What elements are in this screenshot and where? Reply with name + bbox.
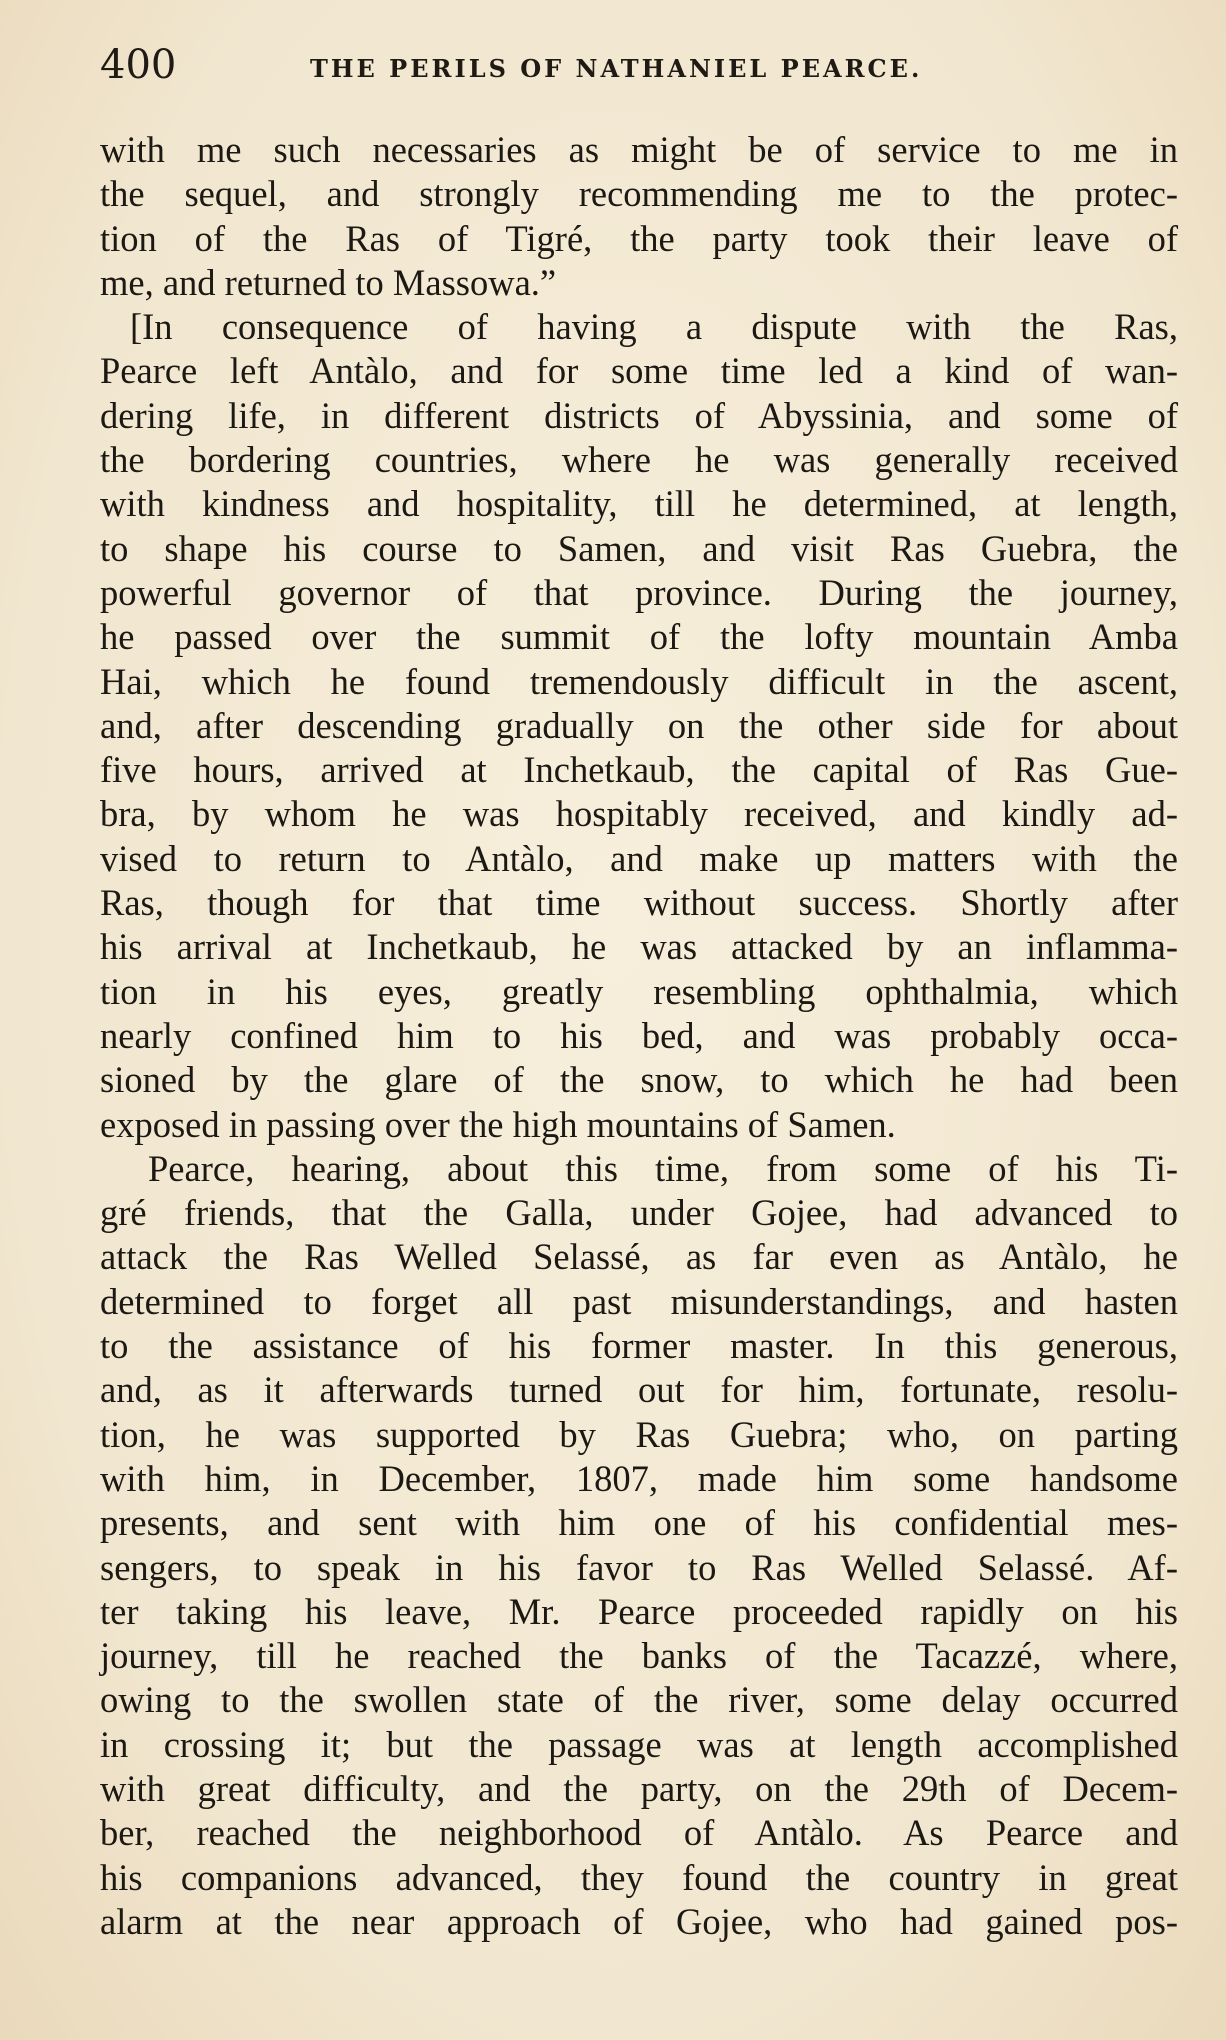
text-line: with great difficulty, and the party, on the 29th of Decem- — [100, 1767, 1178, 1809]
text-line: tion of the Ras of Tigré, the party took their leave of — [100, 217, 1178, 259]
text-line: Pearce, hearing, about this time, from some of his Ti- — [148, 1147, 1178, 1189]
text-line: journey, till he reached the banks of the Tacazzé, where, — [100, 1635, 1178, 1677]
page-number: 400 — [100, 42, 177, 88]
text-line: sioned by the glare of the snow, to which he had been — [100, 1059, 1178, 1101]
text-line: his companions advanced, they found the country in great — [100, 1856, 1178, 1898]
running-head: THE PERILS OF NATHANIEL PEARCE. — [310, 54, 923, 83]
text-line: the bordering countries, where he was generally received — [100, 439, 1178, 481]
text-line: with me such necessaries as might be of service to me in — [100, 129, 1178, 170]
text-line: gré friends, that the Galla, under Gojee, had advanced to — [100, 1192, 1178, 1234]
text-line: nearly confined him to his bed, and was probably occa- — [100, 1014, 1178, 1056]
text-line: alarm at the near approach of Gojee, who had gained pos- — [100, 1900, 1178, 1942]
text-line: he passed over the summit of the lofty mountain Amba — [100, 616, 1178, 658]
text-line: determined to forget all past misunderstandings, and hasten — [100, 1280, 1178, 1322]
text-line: owing to the swollen state of the river, some delay occurred — [100, 1679, 1178, 1721]
text-line: presents, and sent with him one of his confidential mes- — [100, 1502, 1178, 1544]
text-line: sengers, to speak in his favor to Ras Welled Selassé. Af- — [100, 1546, 1178, 1588]
text-line: with him, in December, 1807, made him some handsome — [100, 1457, 1178, 1499]
text-line: exposed in passing over the high mountains of Samen. — [100, 1103, 896, 1145]
text-line: tion, he was supported by Ras Guebra; who, on parting — [100, 1413, 1178, 1455]
text-line: the sequel, and strongly recommending me to the protec- — [100, 173, 1178, 215]
text-line: in crossing it; but the passage was at length accomplished — [100, 1723, 1178, 1765]
text-line: five hours, arrived at Inchetkaub, the capital of Ras Gue- — [100, 749, 1178, 791]
text-line: powerful governor of that province. During the journey, — [100, 571, 1178, 613]
text-line: and, after descending gradually on the other side for about — [100, 704, 1178, 746]
text-line: ber, reached the neighborhood of Antàlo. As Pearce and — [100, 1812, 1178, 1854]
body-text — [100, 128, 1178, 1944]
text-line: to the assistance of his former master. In this generous, — [100, 1325, 1178, 1367]
text-line: bra, by whom he was hospitably received, and kindly ad- — [100, 793, 1178, 835]
text-line: vised to return to Antàlo, and make up matters with the — [100, 837, 1178, 879]
text-line: [In consequence of having a dispute with the Ras, — [130, 306, 1178, 348]
text-line: tion in his eyes, greatly resembling ophthalmia, which — [100, 970, 1178, 1012]
text-line: ter taking his leave, Mr. Pearce proceeded rapidly on his — [100, 1590, 1178, 1632]
text-line: his arrival at Inchetkaub, he was attacked by an inflamma- — [100, 926, 1178, 968]
text-line: Ras, though for that time without success. Shortly after — [100, 882, 1178, 924]
page-header — [100, 42, 1190, 102]
text-line: with kindness and hospitality, till he determined, at length, — [100, 483, 1178, 525]
text-line: me, and returned to Massowa.” — [100, 261, 557, 303]
text-line: to shape his course to Samen, and visit Ras Guebra, the — [100, 527, 1178, 569]
text-line: attack the Ras Welled Selassé, as far even as Antàlo, he — [100, 1236, 1178, 1278]
text-line: Hai, which he found tremendously difficult in the ascent, — [100, 660, 1178, 702]
text-line: and, as it afterwards turned out for him, fortunate, resolu- — [100, 1369, 1178, 1411]
text-line: Pearce left Antàlo, and for some time led a kind of wan- — [100, 350, 1178, 392]
text-line: dering life, in different districts of Abyssinia, and some of — [100, 394, 1178, 436]
